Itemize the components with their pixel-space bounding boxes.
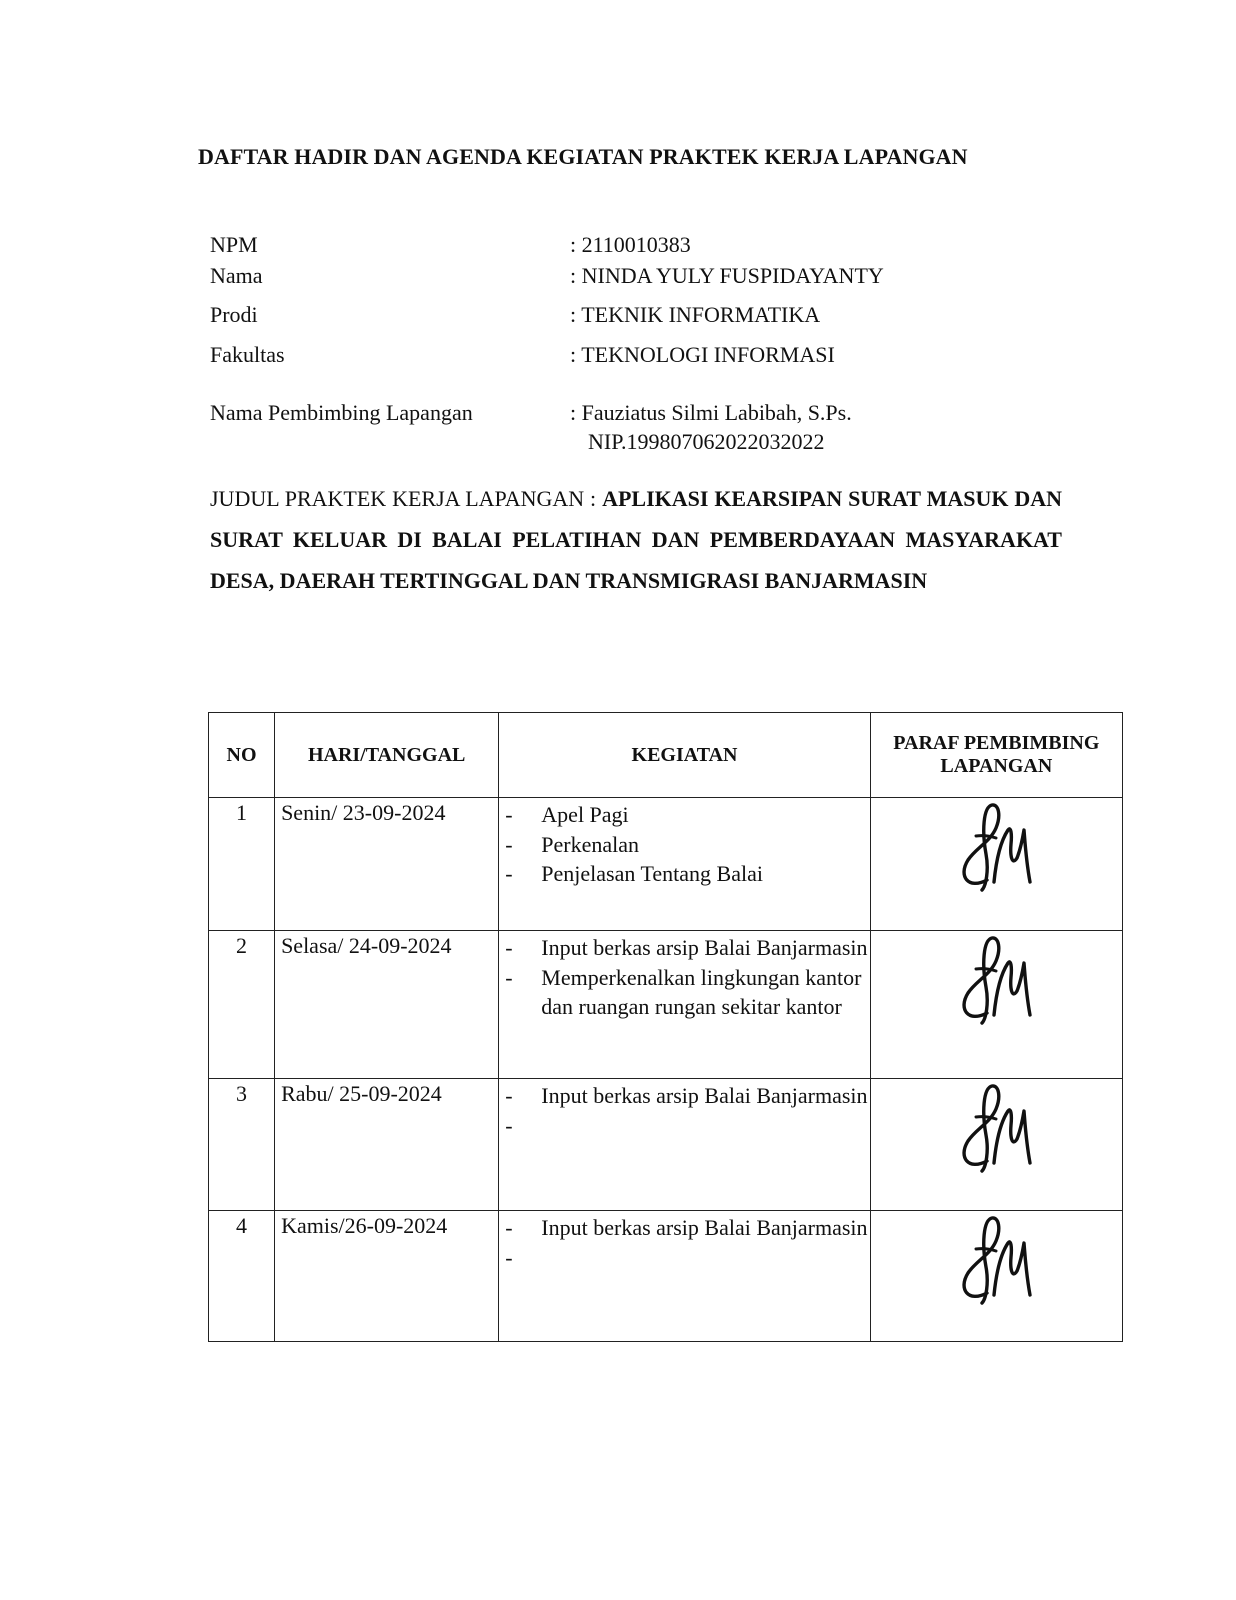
kegiatan-text: Memperkenalkan lingkungan kantor dan ruangan rungan sekitar kantor	[541, 964, 862, 1019]
row-date: Kamis/26-09-2024	[275, 1211, 499, 1342]
row-no: 3	[209, 1079, 275, 1211]
dash-marker: -	[505, 1215, 513, 1240]
header-paraf-line2: LAPANGAN	[940, 755, 1053, 777]
kegiatan-text: Perkenalan	[541, 831, 640, 857]
agenda-table	[208, 712, 1123, 1342]
dash-marker: -	[505, 1083, 513, 1108]
row-kegiatan	[499, 1211, 870, 1342]
dash-marker: -	[505, 935, 513, 960]
kegiatan-item	[499, 1081, 869, 1111]
table-row	[209, 1211, 1123, 1342]
kegiatan-item	[499, 830, 869, 860]
dash-marker: -	[505, 1112, 513, 1138]
row-date: Senin/ 23-09-2024	[275, 798, 499, 931]
header-no: NO	[209, 713, 275, 798]
row-kegiatan	[499, 931, 870, 1079]
table-row	[209, 798, 1123, 931]
kegiatan-item	[499, 1213, 869, 1243]
kegiatan-item	[499, 1111, 869, 1141]
pembimbing-label: Nama Pembimbing Lapangan	[210, 400, 473, 425]
kegiatan-text: Input berkas arsip Balai Banjarmasin	[541, 1083, 868, 1108]
judul-label: JUDUL PRAKTEK KERJA LAPANGAN :	[210, 486, 597, 511]
row-no: 4	[209, 1211, 275, 1342]
row-no: 2	[209, 931, 275, 1079]
row-paraf	[870, 798, 1122, 931]
dash-marker: -	[505, 861, 513, 886]
prodi-value: : TEKNIK INFORMATIKA	[570, 302, 821, 327]
page-title: DAFTAR HADIR DAN AGENDA KEGIATAN PRAKTEK KERJA LAPANGAN	[198, 144, 968, 169]
handwritten-signature-icon	[956, 1079, 1036, 1173]
kegiatan-item	[499, 859, 869, 889]
kegiatan-item	[499, 1243, 869, 1273]
header-kegiatan: KEGIATAN	[499, 713, 870, 798]
row-date: Rabu/ 25-09-2024	[275, 1079, 499, 1211]
row-paraf	[870, 1211, 1122, 1342]
kegiatan-text: Input berkas arsip Balai Banjarmasin	[541, 935, 868, 960]
handwritten-signature-icon	[956, 798, 1036, 892]
fakultas-value: : TEKNOLOGI INFORMASI	[570, 342, 835, 367]
handwritten-signature-icon	[956, 931, 1036, 1025]
kegiatan-item	[499, 963, 869, 1022]
dash-marker: -	[505, 802, 513, 827]
table-row	[209, 931, 1123, 1079]
npm-value: : 2110010383	[570, 232, 691, 257]
dash-marker: -	[505, 1244, 513, 1270]
fakultas-label: Fakultas	[210, 342, 285, 367]
npm-label: NPM	[210, 232, 258, 257]
row-date: Selasa/ 24-09-2024	[275, 931, 499, 1079]
nama-label: Nama	[210, 263, 263, 288]
header-paraf	[870, 713, 1122, 798]
nama-value: : NINDA YULY FUSPIDAYANTY	[570, 263, 884, 288]
table-header-row	[209, 713, 1123, 798]
kegiatan-text: Penjelasan Tentang Balai	[541, 861, 763, 886]
kegiatan-item	[499, 933, 869, 963]
judul-value: APLIKASI KEARSIPAN SURAT MASUK DAN SURAT KELUAR DI BALAI PELATIHAN DAN PEMBERDAYAAN MASYARAKAT DESA, DAERAH TERTINGGAL DAN TRANSMIGRASI BANJARMASIN	[210, 486, 1063, 593]
kegiatan-text: Input berkas arsip Balai Banjarmasin	[541, 1215, 868, 1240]
row-paraf	[870, 931, 1122, 1079]
dash-marker: -	[505, 964, 513, 990]
row-paraf	[870, 1079, 1122, 1211]
kegiatan-item	[499, 800, 869, 830]
header-date: HARI/TANGGAL	[275, 713, 499, 798]
prodi-label: Prodi	[210, 302, 258, 327]
kegiatan-text: Apel Pagi	[541, 802, 629, 827]
pembimbing-value: : Fauziatus Silmi Labibah, S.Ps.	[570, 400, 852, 425]
handwritten-signature-icon	[956, 1211, 1036, 1305]
header-paraf-line1: PARAF PEMBIMBING	[893, 732, 1100, 754]
row-kegiatan	[499, 798, 870, 931]
row-kegiatan	[499, 1079, 870, 1211]
table-row	[209, 1079, 1123, 1211]
pembimbing-nip: NIP.199807062022032022	[588, 429, 825, 454]
judul-block	[210, 478, 1062, 601]
row-no: 1	[209, 798, 275, 931]
dash-marker: -	[505, 831, 513, 857]
